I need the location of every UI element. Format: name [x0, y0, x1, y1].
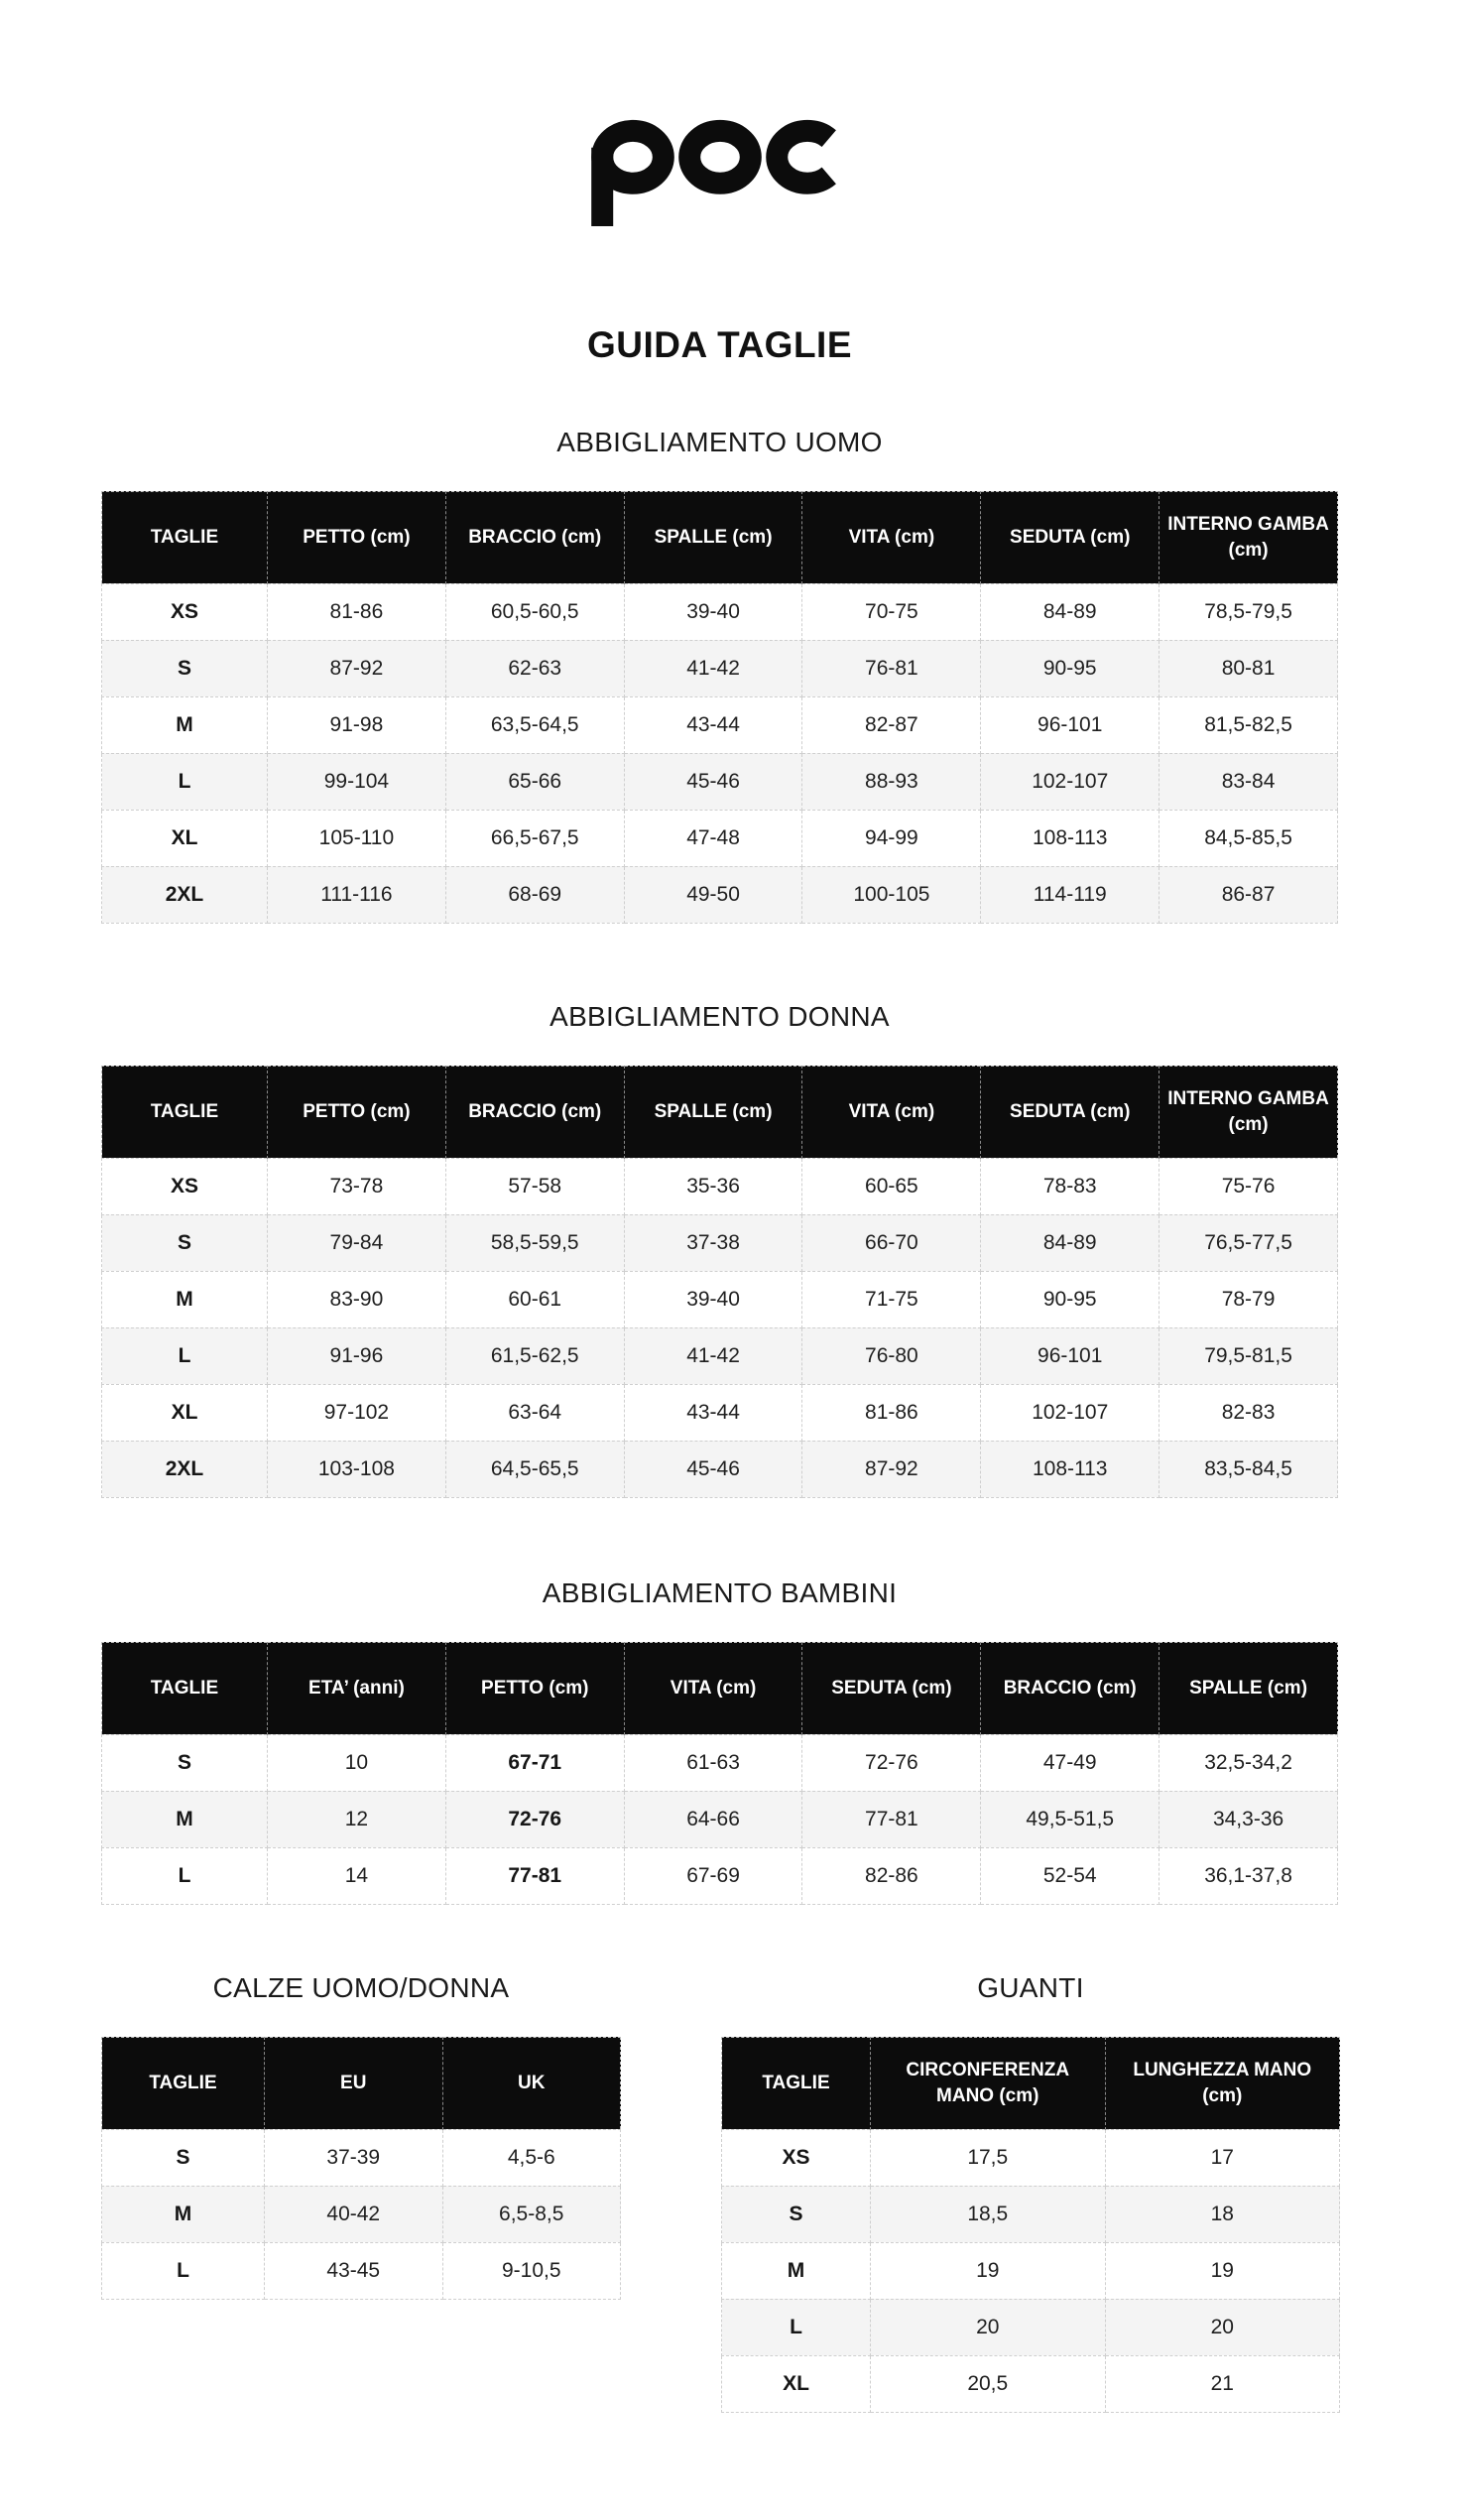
section-title-guanti: GUANTI: [977, 1971, 1084, 2003]
size-cell: L: [102, 1847, 268, 1904]
column-header: CIRCONFERENZA MANO (cm): [871, 2037, 1106, 2129]
value-cell: 41-42: [624, 1327, 802, 1384]
table-donna: [101, 1066, 1338, 1498]
value-cell: 66,5-67,5: [445, 810, 624, 866]
section-calze: [101, 1971, 621, 2413]
value-cell: 61-63: [624, 1734, 802, 1791]
value-cell: 97-102: [268, 1384, 446, 1441]
value-cell: 20: [871, 2299, 1106, 2355]
page-title: GUIDA TAGLIE: [586, 323, 853, 365]
section-donna: [101, 1000, 1338, 1498]
value-cell: 40-42: [265, 2186, 443, 2242]
value-cell: 99-104: [268, 753, 446, 810]
table-row: [102, 2242, 621, 2299]
value-cell: 86-87: [1160, 866, 1338, 923]
table-row: [102, 753, 1338, 810]
size-cell: L: [722, 2299, 871, 2355]
value-cell: 10: [268, 1734, 446, 1791]
section-guanti: [721, 1971, 1340, 2413]
value-cell: 34,3-36: [1160, 1791, 1338, 1847]
table-row: [722, 2129, 1340, 2186]
column-header: TAGLIE: [102, 1066, 268, 1158]
value-cell: 19: [1105, 2242, 1340, 2299]
value-cell: 76-81: [802, 640, 981, 696]
value-cell: 49-50: [624, 866, 802, 923]
value-cell: 105-110: [268, 810, 446, 866]
column-header: TAGLIE: [102, 1642, 268, 1734]
value-cell: 43-44: [624, 1384, 802, 1441]
section-title-calze: CALZE UOMO/DONNA: [212, 1971, 510, 2003]
size-cell: S: [102, 1734, 268, 1791]
size-cell: M: [102, 2186, 265, 2242]
table-guanti: [721, 2037, 1340, 2413]
poc-logo: [101, 0, 1338, 232]
value-cell: 90-95: [981, 1271, 1160, 1327]
column-header: BRACCIO (cm): [445, 1066, 624, 1158]
value-cell: 18: [1105, 2186, 1340, 2242]
value-cell: 12: [268, 1791, 446, 1847]
size-cell: 2XL: [102, 1441, 268, 1497]
size-cell: L: [102, 753, 268, 810]
value-cell: 83,5-84,5: [1160, 1441, 1338, 1497]
table-row: [102, 1791, 1338, 1847]
value-cell: 80-81: [1160, 640, 1338, 696]
value-cell: 66-70: [802, 1214, 981, 1271]
value-cell: 111-116: [268, 866, 446, 923]
value-cell: 102-107: [981, 1384, 1160, 1441]
value-cell: 64-66: [624, 1791, 802, 1847]
value-cell: 61,5-62,5: [445, 1327, 624, 1384]
section-title-donna: ABBIGLIAMENTO DONNA: [549, 1000, 890, 1032]
value-cell: 77-81: [802, 1791, 981, 1847]
value-cell: 35-36: [624, 1158, 802, 1214]
value-cell: 36,1-37,8: [1160, 1847, 1338, 1904]
header-row: [102, 2037, 621, 2129]
value-cell: 96-101: [981, 696, 1160, 753]
value-cell: 100-105: [802, 866, 981, 923]
value-cell: 108-113: [981, 810, 1160, 866]
value-cell: 45-46: [624, 1441, 802, 1497]
value-cell: 49,5-51,5: [981, 1791, 1160, 1847]
header-row: [102, 1066, 1338, 1158]
value-cell: 103-108: [268, 1441, 446, 1497]
column-header: BRACCIO (cm): [445, 491, 624, 583]
size-cell: XL: [722, 2355, 871, 2412]
table-row: [102, 1271, 1338, 1327]
value-cell: 102-107: [981, 753, 1160, 810]
column-header: SEDUTA (cm): [981, 491, 1160, 583]
value-cell: 79,5-81,5: [1160, 1327, 1338, 1384]
value-cell: 14: [268, 1847, 446, 1904]
value-cell: 65-66: [445, 753, 624, 810]
size-cell: S: [722, 2186, 871, 2242]
value-cell: 77-81: [445, 1847, 624, 1904]
value-cell: 58,5-59,5: [445, 1214, 624, 1271]
size-cell: XS: [722, 2129, 871, 2186]
column-header: ETA’ (anni): [268, 1642, 446, 1734]
value-cell: 70-75: [802, 583, 981, 640]
value-cell: 81,5-82,5: [1160, 696, 1338, 753]
size-cell: XL: [102, 1384, 268, 1441]
value-cell: 67-71: [445, 1734, 624, 1791]
value-cell: 57-58: [445, 1158, 624, 1214]
column-header: LUNGHEZZA MANO (cm): [1105, 2037, 1340, 2129]
size-cell: XS: [102, 583, 268, 640]
size-cell: XS: [102, 1158, 268, 1214]
value-cell: 91-98: [268, 696, 446, 753]
value-cell: 87-92: [268, 640, 446, 696]
table-row: [102, 640, 1338, 696]
value-cell: 41-42: [624, 640, 802, 696]
table-row: [102, 1384, 1338, 1441]
value-cell: 32,5-34,2: [1160, 1734, 1338, 1791]
value-cell: 78-83: [981, 1158, 1160, 1214]
value-cell: 9-10,5: [442, 2242, 621, 2299]
value-cell: 20: [1105, 2299, 1340, 2355]
value-cell: 4,5-6: [442, 2129, 621, 2186]
value-cell: 96-101: [981, 1327, 1160, 1384]
value-cell: 90-95: [981, 640, 1160, 696]
value-cell: 43-44: [624, 696, 802, 753]
value-cell: 18,5: [871, 2186, 1106, 2242]
table-row: [102, 696, 1338, 753]
value-cell: 72-76: [802, 1734, 981, 1791]
value-cell: 47-49: [981, 1734, 1160, 1791]
value-cell: 88-93: [802, 753, 981, 810]
table-row: [722, 2299, 1340, 2355]
value-cell: 63-64: [445, 1384, 624, 1441]
value-cell: 39-40: [624, 1271, 802, 1327]
column-header: SPALLE (cm): [624, 491, 802, 583]
size-cell: S: [102, 1214, 268, 1271]
value-cell: 84-89: [981, 583, 1160, 640]
size-cell: S: [102, 640, 268, 696]
table-row: [722, 2355, 1340, 2412]
value-cell: 60-65: [802, 1158, 981, 1214]
table-row: [102, 866, 1338, 923]
value-cell: 114-119: [981, 866, 1160, 923]
table-row: [102, 1327, 1338, 1384]
value-cell: 81-86: [802, 1384, 981, 1441]
header-row: [102, 491, 1338, 583]
value-cell: 62-63: [445, 640, 624, 696]
value-cell: 17,5: [871, 2129, 1106, 2186]
value-cell: 37-39: [265, 2129, 443, 2186]
column-header: TAGLIE: [722, 2037, 871, 2129]
poc-logo-icon: [589, 117, 851, 232]
value-cell: 76-80: [802, 1327, 981, 1384]
column-header: SPALLE (cm): [624, 1066, 802, 1158]
size-cell: L: [102, 1327, 268, 1384]
value-cell: 82-83: [1160, 1384, 1338, 1441]
value-cell: 68-69: [445, 866, 624, 923]
column-header: INTERNO GAMBA (cm): [1160, 491, 1338, 583]
section-bambini: [101, 1576, 1338, 1905]
value-cell: 76,5-77,5: [1160, 1214, 1338, 1271]
table-bambini: [101, 1642, 1338, 1905]
size-cell: XL: [102, 810, 268, 866]
column-header: SEDUTA (cm): [981, 1066, 1160, 1158]
value-cell: 17: [1105, 2129, 1340, 2186]
column-header: SEDUTA (cm): [802, 1642, 981, 1734]
value-cell: 37-38: [624, 1214, 802, 1271]
table-row: [722, 2186, 1340, 2242]
size-cell: S: [102, 2129, 265, 2186]
value-cell: 63,5-64,5: [445, 696, 624, 753]
column-header: VITA (cm): [802, 491, 981, 583]
column-header: TAGLIE: [102, 491, 268, 583]
value-cell: 84,5-85,5: [1160, 810, 1338, 866]
value-cell: 82-86: [802, 1847, 981, 1904]
table-uomo: [101, 491, 1338, 924]
value-cell: 67-69: [624, 1847, 802, 1904]
column-header: TAGLIE: [102, 2037, 265, 2129]
column-header: EU: [265, 2037, 443, 2129]
table-row: [102, 1214, 1338, 1271]
value-cell: 64,5-65,5: [445, 1441, 624, 1497]
table-row: [102, 810, 1338, 866]
column-header: PETTO (cm): [268, 1066, 446, 1158]
section-title-bambini: ABBIGLIAMENTO BAMBINI: [542, 1576, 898, 1608]
value-cell: 81-86: [268, 583, 446, 640]
value-cell: 75-76: [1160, 1158, 1338, 1214]
table-row: [102, 1734, 1338, 1791]
size-cell: M: [102, 1271, 268, 1327]
value-cell: 60,5-60,5: [445, 583, 624, 640]
column-header: PETTO (cm): [445, 1642, 624, 1734]
value-cell: 52-54: [981, 1847, 1160, 1904]
column-header: VITA (cm): [802, 1066, 981, 1158]
value-cell: 84-89: [981, 1214, 1160, 1271]
value-cell: 94-99: [802, 810, 981, 866]
value-cell: 39-40: [624, 583, 802, 640]
header-row: [722, 2037, 1340, 2129]
column-header: PETTO (cm): [268, 491, 446, 583]
value-cell: 20,5: [871, 2355, 1106, 2412]
value-cell: 83-90: [268, 1271, 446, 1327]
table-calze: [101, 2037, 621, 2300]
table-row: [102, 1441, 1338, 1497]
column-header: UK: [442, 2037, 621, 2129]
column-header: SPALLE (cm): [1160, 1642, 1338, 1734]
value-cell: 108-113: [981, 1441, 1160, 1497]
value-cell: 71-75: [802, 1271, 981, 1327]
value-cell: 43-45: [265, 2242, 443, 2299]
column-header: INTERNO GAMBA (cm): [1160, 1066, 1338, 1158]
value-cell: 91-96: [268, 1327, 446, 1384]
column-header: BRACCIO (cm): [981, 1642, 1160, 1734]
value-cell: 19: [871, 2242, 1106, 2299]
value-cell: 78,5-79,5: [1160, 583, 1338, 640]
header-row: [102, 1642, 1338, 1734]
table-row: [102, 1158, 1338, 1214]
size-cell: M: [102, 696, 268, 753]
size-cell: M: [722, 2242, 871, 2299]
value-cell: 72-76: [445, 1791, 624, 1847]
value-cell: 78-79: [1160, 1271, 1338, 1327]
size-cell: 2XL: [102, 866, 268, 923]
value-cell: 6,5-8,5: [442, 2186, 621, 2242]
value-cell: 87-92: [802, 1441, 981, 1497]
value-cell: 47-48: [624, 810, 802, 866]
value-cell: 45-46: [624, 753, 802, 810]
value-cell: 82-87: [802, 696, 981, 753]
table-row: [102, 583, 1338, 640]
value-cell: 60-61: [445, 1271, 624, 1327]
column-header: VITA (cm): [624, 1642, 802, 1734]
table-row: [102, 2129, 621, 2186]
bottom-tables-row: [0, 1971, 1465, 2413]
size-cell: M: [102, 1791, 268, 1847]
section-uomo: [101, 426, 1338, 924]
value-cell: 73-78: [268, 1158, 446, 1214]
table-row: [102, 2186, 621, 2242]
value-cell: 79-84: [268, 1214, 446, 1271]
section-title-uomo: ABBIGLIAMENTO UOMO: [556, 426, 883, 457]
table-row: [722, 2242, 1340, 2299]
value-cell: 21: [1105, 2355, 1340, 2412]
size-cell: L: [102, 2242, 265, 2299]
table-row: [102, 1847, 1338, 1904]
value-cell: 83-84: [1160, 753, 1338, 810]
